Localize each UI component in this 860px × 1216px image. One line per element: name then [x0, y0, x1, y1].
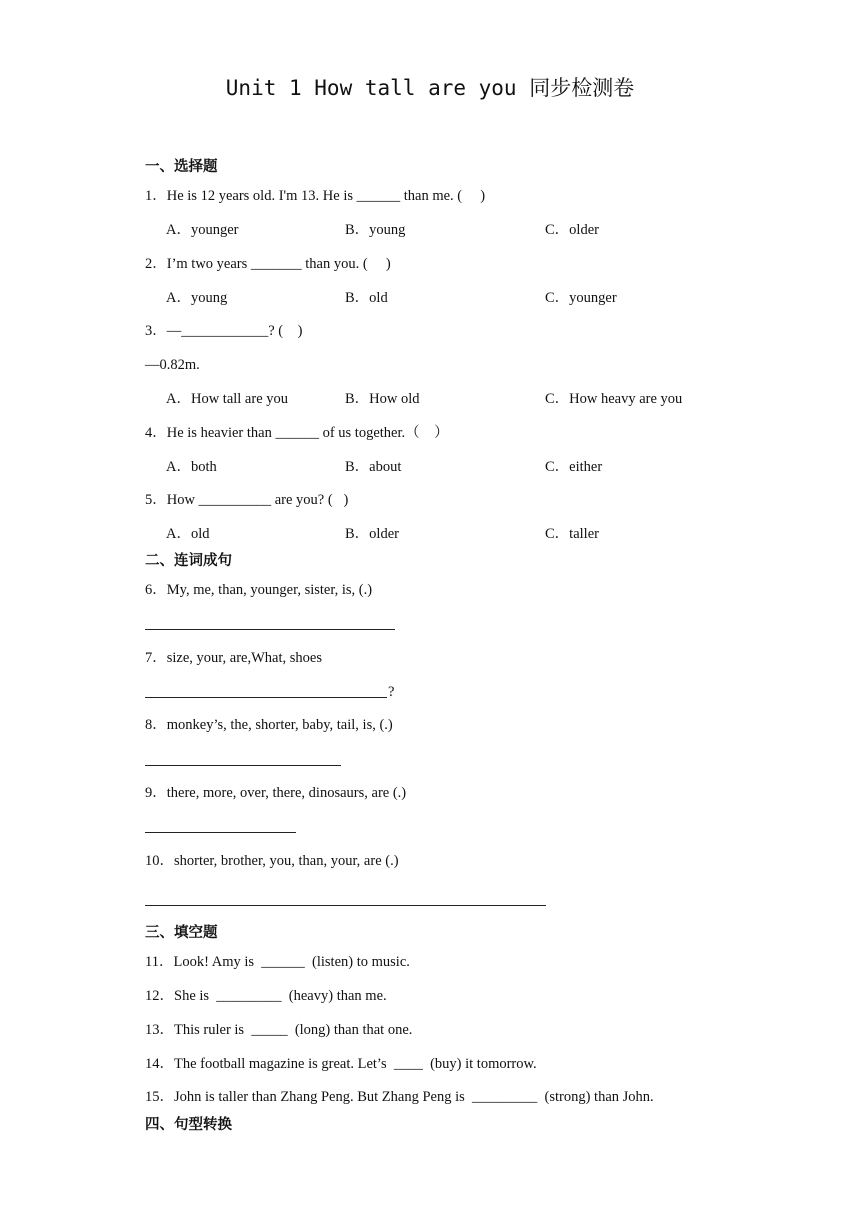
question-11: 11．Look! Amy is ______ (listen) to music. — [145, 954, 410, 970]
q9-answer-line[interactable] — [145, 832, 296, 833]
q5-option-b: B．older — [345, 526, 399, 542]
q4-option-c: C．either — [545, 459, 603, 475]
q5-option-a: A．old — [166, 526, 210, 542]
question-5: 5．How __________ are you? ( ) — [145, 492, 349, 508]
q10-answer-line[interactable] — [145, 905, 546, 906]
question-6: 6．My, me, than, younger, sister, is, (.) — [145, 582, 373, 598]
question-12: 12．She is _________ (heavy) than me. — [145, 988, 387, 1004]
q3-option-a: A．How tall are you — [166, 391, 289, 407]
q5-option-c: C．taller — [545, 526, 599, 542]
q3-option-c: C．How heavy are you — [545, 391, 683, 407]
q4-option-b: B．about — [345, 459, 402, 475]
section-heading-sentence-building: 二、连词成句 — [145, 553, 232, 569]
q6-answer-line[interactable] — [145, 629, 395, 630]
section-heading-fill-in: 三、填空题 — [145, 925, 218, 941]
q1-option-c: C．older — [545, 222, 599, 238]
question-13: 13．This ruler is _____ (long) than that one. — [145, 1022, 413, 1038]
q3-reply: —0.82m. — [145, 357, 200, 373]
question-2: 2．I’m two years _______ than you. ( ) — [145, 256, 391, 272]
question-3: 3．—____________? ( ) — [145, 323, 303, 339]
question-8: 8．monkey’s, the, shorter, baby, tail, is, (.) — [145, 717, 393, 733]
q4-option-a: A．both — [166, 459, 217, 475]
q1-option-a: A．younger — [166, 222, 239, 238]
question-4: 4．He is heavier than ______ of us together.（ ） — [145, 425, 449, 441]
question-10: 10．shorter, brother, you, than, your, are (.) — [145, 853, 399, 869]
q7-question-mark: ? — [388, 684, 395, 700]
page-title: Unit 1 How tall are you 同步检测卷 — [225, 76, 635, 100]
question-15: 15．John is taller than Zhang Peng. But Zhang Peng is _________ (strong) than John. — [145, 1089, 654, 1105]
q1-option-b: B．young — [345, 222, 406, 238]
question-7: 7．size, your, are,What, shoes — [145, 650, 322, 666]
question-1: 1．He is 12 years old. I'm 13. He is ______ than me. ( ) — [145, 188, 486, 204]
q8-answer-line[interactable] — [145, 765, 341, 766]
q2-option-c: C．younger — [545, 290, 617, 306]
q2-option-b: B．old — [345, 290, 388, 306]
question-9: 9．there, more, over, there, dinosaurs, are (.) — [145, 785, 407, 801]
q7-answer-line[interactable] — [145, 697, 387, 698]
q2-option-a: A．young — [166, 290, 228, 306]
q3-option-b: B．How old — [345, 391, 420, 407]
question-14: 14．The football magazine is great. Let’s ____ (buy) it tomorrow. — [145, 1056, 537, 1072]
section-heading-choice: 一、选择题 — [145, 159, 218, 175]
section-heading-transformation: 四、句型转换 — [145, 1117, 232, 1133]
